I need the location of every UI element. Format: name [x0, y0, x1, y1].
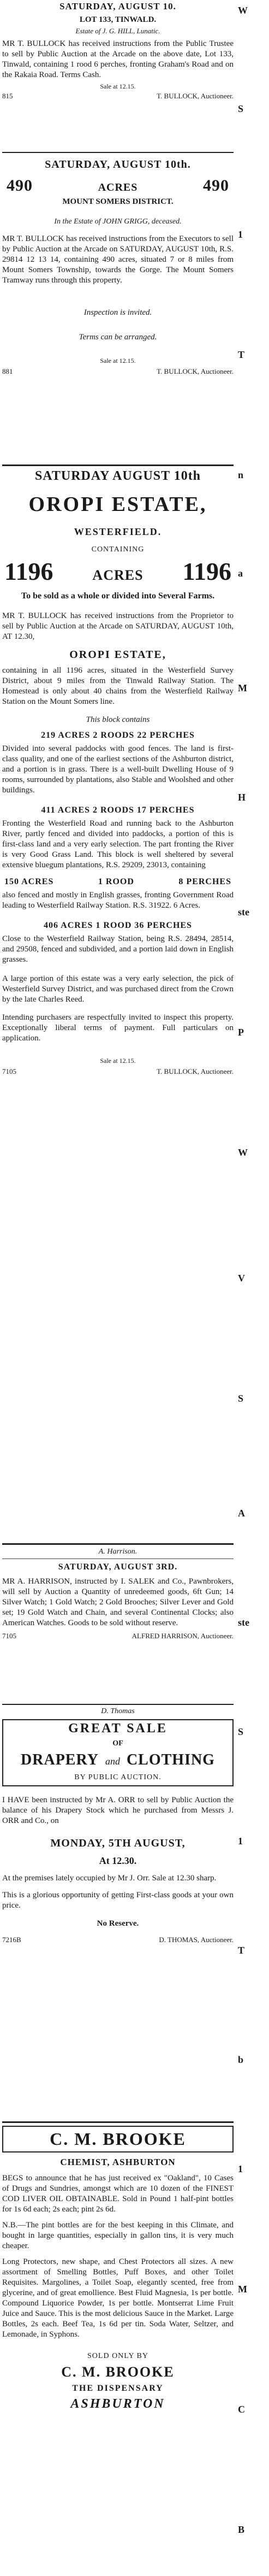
- product-list: Long Protectors, new shape, and Chest Protectors all sizes. A new assortment of Smelling Bottles, Puff Boxes, and other Toilet Requisites. Margolines, a Toilet Soap, elegantly scented, free from glycerine, and of great emollience. Best Fluid Magnesia, 1s per bottle. Compound Liquorice Powder, 1s per bottle. Montserrat Lime Fruit Juice and Sauce. This is the most delicious Sauce in the Market. Large Bottles, 2s each. Beef Tea, 1s 6d per tin. Soda Water, Seltzer, and Lemonade, in Syphons.: [2, 2257, 234, 2339]
- lot1-description: Divided into several paddocks with good fences. The land is first-class quality, and one of the earliest sections of the Ashburton district, and a portion is in grass. There is a well-built Dwelling House of 9 rooms, surrounded by plantations, also Stable and Woolshed and other buildings.: [2, 744, 234, 795]
- estate-title: OROPI ESTATE,: [28, 493, 207, 516]
- nb-note: N.B.—The pint bottles are for the best keeping in this Climate, and bought in large quantities, especially in gallon tins, it is very much cheaper.: [2, 2221, 234, 2250]
- lot2-title: 411 ACRES 2 ROODS 17 PERCHES: [41, 805, 195, 815]
- edge-glyph: M: [238, 683, 247, 693]
- lot3-perches: 8 PERCHES: [178, 877, 231, 886]
- ad-header: SATURDAY AUGUST 10th: [34, 469, 201, 483]
- and-word: and: [105, 1756, 120, 1767]
- divider: [2, 2121, 234, 2123]
- no-reserve: No Reserve.: [97, 1919, 139, 1928]
- great-sale: GREAT SALE: [68, 1721, 168, 1736]
- auction-ad-harrison: [2, 1548, 234, 1699]
- edge-glyph: b: [238, 2054, 244, 2065]
- auction-ad-oropi-estate: [2, 469, 234, 1539]
- estate-description: containing in all 1196 acres, situated in the Westerfield Survey District, about 9 miles from the Tinwald Railway Station. The Homestead is only about 40 chains from the Westerfield Railway Station on the Mount Somers line.: [2, 666, 234, 706]
- edge-glyph: 1: [238, 229, 243, 240]
- opportunity-note: This is a glorious opportunity of getting First-class goods at your own price.: [2, 1891, 234, 1910]
- edge-glyph: C: [238, 2404, 245, 2415]
- auctioneer-signature: D. THOMAS, Auctioneer.: [159, 1936, 234, 1944]
- block-label: This block contains: [86, 715, 150, 724]
- acres-word: ACRES: [98, 181, 138, 193]
- ad-header: SATURDAY, AUGUST 10th.: [45, 158, 191, 170]
- auctioneer-signature: T. BULLOCK, Auctioneer.: [157, 367, 234, 375]
- lot3-rood: 1 ROOD: [98, 877, 134, 886]
- lot4-description: Close to the Westerfield Railway Station, being R.S. 28494, 28514, and 29508, fenced and subdivided, and a portion laid down in English grasses.: [2, 934, 234, 964]
- ad-body: MR A. HARRISON, instructed by I. SALEK and Co., Pawnbrokers, will sell by Auction a Quantity of unredeemed goods, 6ft Gun; 14 Silver Watch; 1 Gold Watch; 2 Gold Brooches; Silver Lever and Gold set; 19 Gold Watch and Chain, and several Continental Clocks; also American Watches. Goods to be sold without reserve.: [2, 1577, 234, 1627]
- lot3-description: also fenced and mostly in English grasses, fronting Government Road leading to Westerfield Railway Station. R.S. 31922. 6 Acres.: [2, 891, 234, 910]
- auction-ad-mount-somers: [2, 155, 234, 461]
- premises-note: At the premises lately occupied by Mr J. Orr. Sale at 12.30 sharp.: [2, 1874, 217, 1883]
- lot1-title: 219 ACRES 2 ROODS 22 PERCHES: [41, 731, 195, 740]
- by-public-auction: BY PUBLIC AUCTION.: [74, 1773, 162, 1781]
- edge-glyph: S: [238, 103, 244, 114]
- sale-time: Sale at 12.15.: [100, 1057, 136, 1064]
- edge-glyph: 1: [238, 2163, 243, 2174]
- lot4-title: 406 ACRES 1 ROOD 36 PERCHES: [44, 921, 192, 930]
- edge-glyph: ste: [238, 907, 249, 918]
- edge-glyph: B: [238, 2524, 245, 2535]
- acres-right: 490: [202, 177, 229, 195]
- edge-glyph: M: [238, 2284, 247, 2295]
- clothing-word: CLOTHING: [126, 1751, 215, 1768]
- acres-left: 1196: [4, 557, 53, 585]
- inspect-line: Inspection is invited.: [83, 308, 152, 317]
- edge-glyph: A: [238, 1508, 245, 1519]
- edge-glyph: T: [238, 1945, 245, 1956]
- shop-name: THE DISPENSARY: [72, 2384, 164, 2393]
- acres-word: ACRES: [92, 567, 144, 583]
- auctioneer-name: A. Harrison.: [98, 1548, 138, 1556]
- of-word: OF: [112, 1739, 123, 1748]
- acres-right: 1196: [182, 557, 231, 585]
- edge-glyph: P: [238, 1027, 244, 1038]
- ad-body: MR T. BULLOCK has received instructions from the Public Trustee to sell by Public Auction at the Arcade on the above date, Lot 133, Tinwald, containing 1 rood 6 perches, fronting Graham's Road and on the Rakaia Road. Terms Cash.: [2, 39, 234, 79]
- estate-name-line: OROPI ESTATE,: [69, 649, 166, 661]
- auction-ad-tinwald: [2, 1, 234, 149]
- sale-time: Sale at 12.15.: [100, 357, 136, 364]
- sub-heading: To be sold as a whole or divided into Several Farms.: [21, 591, 215, 601]
- ad-code: 881: [2, 367, 13, 375]
- chemist-name: C. M. BROOKE: [50, 2129, 186, 2149]
- auctioneer-signature: T. BULLOCK, Auctioneer.: [157, 92, 234, 100]
- edge-glyph: ste: [238, 1617, 249, 1628]
- drapery-word: DRAPERY: [21, 1751, 99, 1768]
- auctioneer-name: D. Thomas: [101, 1707, 135, 1715]
- divider: [2, 1704, 234, 1705]
- town-name: ASHBURTON: [70, 2397, 165, 2411]
- sale-time: At 12.30.: [99, 1855, 137, 1866]
- edge-glyph: H: [238, 792, 246, 803]
- lot2-description: Fronting the Westerfield Road and running back to the Ashburton River, partly fenced and divided into paddocks, a portion of this is first-class land and a very early selection. The part fronting the River is very Good Grass Land. This block is well sheltered by several extensive bluegum plantations, R.S. 29209, 23013, containing: [2, 819, 234, 869]
- seller-name: C. M. BROOKE: [61, 2364, 175, 2380]
- lot3-acres: 150 ACRES: [4, 877, 54, 886]
- acres-left: 490: [7, 177, 33, 195]
- ad-header: SATURDAY, AUGUST 10.: [59, 1, 176, 11]
- divider: [2, 1558, 234, 1559]
- sale-date: MONDAY, 5TH AUGUST,: [50, 1837, 186, 1849]
- estate-line: Estate of J. G. HILL, Lunatic.: [75, 27, 160, 35]
- ad-code: 7105: [2, 1632, 16, 1640]
- ad-code: 7105: [2, 1067, 16, 1075]
- edge-glyph: W: [238, 1147, 248, 1158]
- estate-place: WESTERFIELD.: [74, 526, 162, 537]
- intro-text: MR T. BULLOCK has received instructions from the Proprietor to sell by Public Auction at the Arcade on SATURDAY, AUGUST 10th, AT 12.30,: [2, 611, 234, 641]
- district-line: MOUNT SOMERS DISTRICT.: [62, 197, 174, 206]
- chemist-ad-brooke: [2, 2126, 234, 2575]
- general-note: A large portion of this estate was a very early selection, the pick of Westerfield Survey District, and was purchased direct from the Crown by the late Charles Reed.: [2, 974, 234, 1004]
- auctioneer-signature: ALFRED HARRISON, Auctioneer.: [131, 1632, 234, 1640]
- sale-time: Sale at 12.15.: [100, 83, 136, 90]
- edge-glyph: S: [238, 1393, 244, 1404]
- divider: [2, 152, 234, 153]
- sale-banner: [2, 1719, 234, 1786]
- edge-glyph: W: [238, 5, 248, 16]
- sold-only-by: SOLD ONLY BY: [87, 2352, 148, 2360]
- divider: [2, 464, 234, 466]
- divider: [2, 1543, 234, 1545]
- ad-code: 815: [2, 92, 13, 100]
- ad-header: SATURDAY, AUGUST 3RD.: [58, 1562, 178, 1572]
- announcement: BEGS to announce that he has just received ex "Oakland", 10 Cases of Drugs and Sundries, amongst which are 10 dozen of the FINEST COD LIVER OIL OBTAINABLE. Sold in Pound 1 half-pint bottles for 1s 6d each; 2s each; pint 2s 6d.: [2, 2174, 234, 2214]
- lot-title: LOT 133, TINWALD.: [79, 15, 157, 24]
- drapery-sale-ad: [2, 1707, 234, 2118]
- edge-glyph: V: [238, 1273, 245, 1284]
- edge-glyph: 1: [238, 1836, 243, 1846]
- inspect-note: Intending purchasers are respectfully invited to inspect this property. Exceptionally liberal terms of payment. Full particulars on application.: [2, 1013, 234, 1043]
- auctioneer-signature: T. BULLOCK, Auctioneer.: [157, 1067, 234, 1075]
- brooke-banner: [2, 2126, 234, 2152]
- edge-glyph: a: [238, 568, 243, 579]
- containing-label: CONTAINING: [91, 545, 145, 554]
- ad-body: MR T. BULLOCK has received instructions from the Executors to sell by Public Auction at the Arcade on SATURDAY, AUGUST 10th, R.S. 29814 12 13 14, containing 490 acres, situated 7 or 8 miles from Mount Somers Township, towards the Gorge. The Mount Somers Tramway runs through this property.: [2, 234, 234, 285]
- ad-code: 7216B: [2, 1936, 21, 1944]
- edge-glyph: S: [238, 1726, 244, 1737]
- adjacent-column-edge: [236, 0, 269, 2576]
- ad-body: I HAVE been instructed by Mr A. ORR to sell by Public Auction the balance of his Drapery Stock which he purchased from Messrs J. ORR and Co., on: [2, 1796, 234, 1825]
- chemist-title: CHEMIST, ASHBURTON: [60, 2157, 176, 2167]
- edge-glyph: n: [238, 469, 244, 480]
- edge-glyph: T: [238, 349, 245, 360]
- terms-line: Terms can be arranged.: [79, 333, 157, 342]
- estate-line: In the Estate of JOHN GRIGG, deceased.: [54, 217, 182, 226]
